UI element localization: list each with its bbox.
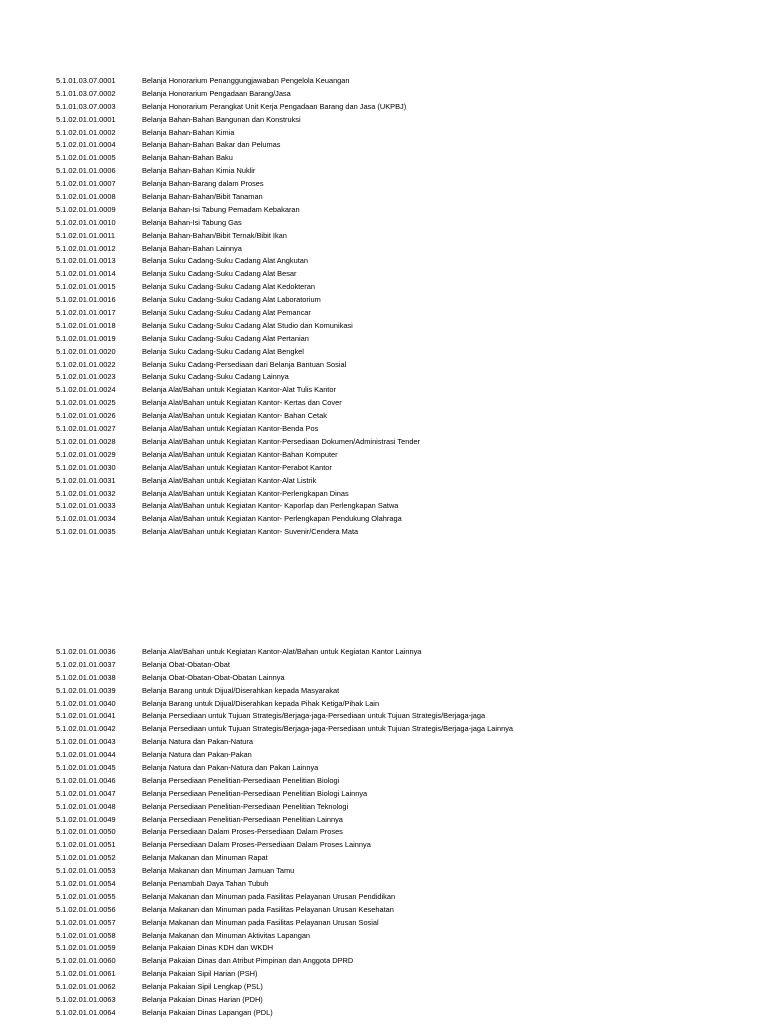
table-row bbox=[56, 101, 756, 114]
account-list-block-1 bbox=[56, 75, 756, 539]
account-code: 5.1.02.01.01.0048 bbox=[56, 801, 116, 811]
table-row bbox=[56, 139, 756, 152]
account-code: 5.1.02.01.01.0036 bbox=[56, 647, 116, 656]
account-description: Belanja Persediaan Penelitian-Persediaan Penelitian Teknologi bbox=[142, 801, 349, 811]
account-description: Belanja Alat/Bahan untuk Kegiatan Kantor-Perlengkapan Dinas bbox=[142, 488, 349, 498]
table-row bbox=[56, 942, 756, 955]
account-code: 5.1.02.01.01.0004 bbox=[56, 140, 116, 150]
account-description: Belanja Persediaan Penelitian-Persediaan Penelitian Lainnya bbox=[142, 814, 343, 824]
account-description: Belanja Alat/Bahan untuk Kegiatan Kantor-Alat Tulis Kantor bbox=[142, 385, 336, 395]
account-code: 5.1.02.01.01.0059 bbox=[56, 943, 116, 953]
account-code: 5.1.02.01.01.0049 bbox=[56, 814, 116, 824]
account-description: Belanja Bahan-Bahan Bangunan dan Konstruksi bbox=[142, 114, 301, 124]
account-code: 5.1.02.01.01.0038 bbox=[56, 672, 116, 682]
account-code: 5.1.02.01.01.0010 bbox=[56, 217, 116, 227]
account-code: 5.1.02.01.01.0020 bbox=[56, 346, 116, 356]
account-code: 5.1.02.01.01.0024 bbox=[56, 385, 116, 395]
account-code: 5.1.02.01.01.0028 bbox=[56, 436, 116, 446]
table-row bbox=[56, 410, 756, 423]
account-code: 5.1.02.01.01.0057 bbox=[56, 917, 116, 927]
account-code: 5.1.02.01.01.0034 bbox=[56, 514, 116, 524]
account-description: Belanja Suku Cadang-Suku Cadang Alat Studio dan Komunikasi bbox=[142, 320, 353, 330]
account-code: 5.1.02.01.01.0018 bbox=[56, 320, 116, 330]
account-code: 5.1.02.01.01.0011 bbox=[56, 230, 116, 240]
account-code: 5.1.02.01.01.0025 bbox=[56, 398, 116, 408]
account-description: Belanja Natura dan Pakan-Natura dan Pakan Lainnya bbox=[142, 763, 319, 773]
account-code: 5.1.02.01.01.0060 bbox=[56, 956, 116, 966]
account-code: 5.1.02.01.01.0053 bbox=[56, 866, 116, 876]
account-description: Belanja Suku Cadang-Suku Cadang Lainnya bbox=[142, 372, 289, 382]
account-code: 5.1.02.01.01.0023 bbox=[56, 372, 116, 382]
account-description: Belanja Persediaan Dalam Proses-Persediaan Dalam Proses bbox=[142, 827, 343, 837]
account-description: Belanja Suku Cadang-Suku Cadang Alat Angkutan bbox=[142, 256, 308, 266]
table-row bbox=[56, 955, 756, 968]
table-row bbox=[56, 281, 756, 294]
table-row bbox=[56, 436, 756, 449]
table-row bbox=[56, 384, 756, 397]
account-description: Belanja Makanan dan Minuman Aktivitas Lapangan bbox=[142, 930, 311, 940]
table-row bbox=[56, 475, 756, 488]
table-row bbox=[56, 698, 756, 711]
table-row bbox=[56, 968, 756, 981]
account-description: Belanja Alat/Bahan untuk Kegiatan Kantor- Perlengkapan Pendukung Olahraga bbox=[142, 514, 402, 524]
account-description: Belanja Persediaan untuk Tujuan Strategis/Berjaga-jaga-Persediaan untuk Tujuan Strategis/Berjaga-jaga bbox=[142, 711, 486, 721]
table-row bbox=[56, 346, 756, 359]
account-description: Belanja Honorarium Pengadaan Barang/Jasa bbox=[142, 88, 291, 98]
account-description: Belanja Pakaian Sipil Lengkap (PSL) bbox=[142, 982, 263, 992]
account-description: Belanja Makanan dan Minuman Jamuan Tamu bbox=[142, 866, 295, 876]
account-code: 5.1.02.01.01.0041 bbox=[56, 711, 116, 721]
account-description: Belanja Bahan-Bahan Kimia bbox=[142, 127, 235, 137]
account-description: Belanja Alat/Bahan untuk Kegiatan Kantor-Bahan Komputer bbox=[142, 449, 338, 459]
account-description: Belanja Suku Cadang-Suku Cadang Alat Bengkel bbox=[142, 346, 304, 356]
account-code: 5.1.02.01.01.0047 bbox=[56, 788, 116, 798]
account-description: Belanja Pakaian Dinas KDH dan WKDH bbox=[142, 943, 274, 953]
account-code: 5.1.02.01.01.0022 bbox=[56, 359, 116, 369]
account-code: 5.1.02.01.01.0001 bbox=[56, 114, 116, 124]
account-description: Belanja Alat/Bahan untuk Kegiatan Kantor-Benda Pos bbox=[142, 424, 319, 434]
account-description: Belanja Suku Cadang-Persediaan dari Belanja Bantuan Sosial bbox=[142, 359, 347, 369]
table-row bbox=[56, 359, 756, 372]
account-code: 5.1.02.01.01.0002 bbox=[56, 127, 116, 137]
account-description: Belanja Persediaan untuk Tujuan Strategis/Berjaga-jaga-Persediaan untuk Tujuan Strategis/Berjaga-jaga Lainnya bbox=[142, 724, 514, 734]
account-description: Belanja Pakaian Sipil Harian (PSH) bbox=[142, 969, 258, 979]
account-description: Belanja Bahan-Isi Tabung Gas bbox=[142, 217, 242, 227]
account-description: Belanja Suku Cadang-Suku Cadang Alat Pemancar bbox=[142, 308, 311, 318]
account-code: 5.1.02.01.01.0045 bbox=[56, 763, 116, 773]
account-description: Belanja Honorarium Penanggungjawaban Pengelola Keuangan bbox=[142, 76, 350, 85]
table-row bbox=[56, 88, 756, 101]
table-row bbox=[56, 371, 756, 384]
account-code: 5.1.02.01.01.0006 bbox=[56, 166, 116, 176]
account-description: Belanja Alat/Bahan untuk Kegiatan Kantor-Alat Listrik bbox=[142, 475, 317, 485]
account-code: 5.1.02.01.01.0061 bbox=[56, 969, 116, 979]
account-description: Belanja Bahan-Bahan/Bibit Tanaman bbox=[142, 192, 263, 202]
account-code: 5.1.02.01.01.0050 bbox=[56, 827, 116, 837]
table-row bbox=[56, 994, 756, 1007]
account-code: 5.1.02.01.01.0062 bbox=[56, 982, 116, 992]
account-code: 5.1.02.01.01.0058 bbox=[56, 930, 116, 940]
account-description: Belanja Suku Cadang-Suku Cadang Alat Pertanian bbox=[142, 333, 309, 343]
table-row bbox=[56, 826, 756, 839]
account-code: 5.1.02.01.01.0054 bbox=[56, 879, 116, 889]
table-row bbox=[56, 152, 756, 165]
account-code: 5.1.02.01.01.0043 bbox=[56, 737, 116, 747]
account-description: Belanja Bahan-Bahan Bakar dan Pelumas bbox=[142, 140, 281, 150]
account-description: Belanja Makanan dan Minuman pada Fasilitas Pelayanan Urusan Sosial bbox=[142, 917, 379, 927]
account-description: Belanja Bahan-Barang dalam Proses bbox=[142, 179, 264, 189]
account-code: 5.1.02.01.01.0030 bbox=[56, 462, 116, 472]
account-description: Belanja Bahan-Bahan Kimia Nuklir bbox=[142, 166, 256, 176]
account-code: 5.1.01.03.07.0001 bbox=[56, 76, 116, 85]
table-row bbox=[56, 775, 756, 788]
account-code: 5.1.02.01.01.0052 bbox=[56, 853, 116, 863]
table-row bbox=[56, 904, 756, 917]
account-description: Belanja Suku Cadang-Suku Cadang Alat Besar bbox=[142, 269, 297, 279]
account-code: 5.1.02.01.01.0017 bbox=[56, 308, 116, 318]
account-description: Belanja Bahan-Isi Tabung Pemadam Kebakaran bbox=[142, 204, 300, 214]
table-row bbox=[56, 397, 756, 410]
account-code: 5.1.01.03.07.0003 bbox=[56, 101, 116, 111]
account-code: 5.1.02.01.01.0042 bbox=[56, 724, 116, 734]
account-description: Belanja Barang untuk Dijual/Diserahkan kepada Masyarakat bbox=[142, 685, 340, 695]
account-description: Belanja Suku Cadang-Suku Cadang Alat Laboratorium bbox=[142, 295, 321, 305]
account-code: 5.1.02.01.01.0051 bbox=[56, 840, 116, 850]
account-code: 5.1.01.03.07.0002 bbox=[56, 88, 116, 98]
table-row bbox=[56, 462, 756, 475]
table-row bbox=[56, 178, 756, 191]
table-row bbox=[56, 204, 756, 217]
table-row bbox=[56, 230, 756, 243]
table-row bbox=[56, 165, 756, 178]
account-code: 5.1.02.01.01.0012 bbox=[56, 243, 116, 253]
account-code: 5.1.02.01.01.0014 bbox=[56, 269, 116, 279]
table-row bbox=[56, 75, 756, 88]
account-code: 5.1.02.01.01.0019 bbox=[56, 333, 116, 343]
account-code: 5.1.02.01.01.0026 bbox=[56, 411, 116, 421]
account-code: 5.1.02.01.01.0027 bbox=[56, 424, 116, 434]
account-code: 5.1.02.01.01.0039 bbox=[56, 685, 116, 695]
account-description: Belanja Suku Cadang-Suku Cadang Alat Kedokteran bbox=[142, 282, 315, 292]
account-list-block-2 bbox=[56, 646, 756, 1020]
table-row bbox=[56, 449, 756, 462]
account-code: 5.1.02.01.01.0040 bbox=[56, 698, 116, 708]
table-row bbox=[56, 526, 756, 539]
account-code: 5.1.02.01.01.0046 bbox=[56, 775, 116, 785]
account-code: 5.1.02.01.01.0037 bbox=[56, 659, 116, 669]
table-row bbox=[56, 710, 756, 723]
table-row bbox=[56, 333, 756, 346]
table-row bbox=[56, 243, 756, 256]
account-code: 5.1.02.01.01.0064 bbox=[56, 1007, 116, 1017]
account-description: Belanja Makanan dan Minuman pada Fasilitas Pelayanan Urusan Kesehatan bbox=[142, 904, 394, 914]
table-row bbox=[56, 930, 756, 943]
account-code: 5.1.02.01.01.0015 bbox=[56, 282, 116, 292]
table-row bbox=[56, 736, 756, 749]
account-code: 5.1.02.01.01.0008 bbox=[56, 192, 116, 202]
table-row bbox=[56, 659, 756, 672]
account-description: Belanja Pakaian Dinas dan Atribut Pimpinan dan Anggota DPRD bbox=[142, 956, 354, 966]
table-row bbox=[56, 217, 756, 230]
account-code: 5.1.02.01.01.0035 bbox=[56, 527, 116, 537]
account-description: Belanja Alat/Bahan untuk Kegiatan Kantor- Kaporlap dan Perlengkapan Satwa bbox=[142, 501, 399, 511]
table-row bbox=[56, 749, 756, 762]
table-row bbox=[56, 788, 756, 801]
account-description: Belanja Pakaian Dinas Lapangan (PDL) bbox=[142, 1007, 273, 1017]
account-code: 5.1.02.01.01.0005 bbox=[56, 153, 116, 163]
table-row bbox=[56, 762, 756, 775]
account-code: 5.1.02.01.01.0033 bbox=[56, 501, 116, 511]
table-row bbox=[56, 114, 756, 127]
table-row bbox=[56, 672, 756, 685]
account-code: 5.1.02.01.01.0009 bbox=[56, 204, 116, 214]
table-row bbox=[56, 513, 756, 526]
table-row bbox=[56, 255, 756, 268]
account-description: Belanja Bahan-Bahan Lainnya bbox=[142, 243, 242, 253]
account-description: Belanja Alat/Bahan untuk Kegiatan Kantor- Suvenir/Cendera Mata bbox=[142, 527, 359, 537]
table-row bbox=[56, 865, 756, 878]
account-description: Belanja Makanan dan Minuman Rapat bbox=[142, 853, 268, 863]
table-row bbox=[56, 320, 756, 333]
table-row bbox=[56, 500, 756, 513]
account-code: 5.1.02.01.01.0056 bbox=[56, 904, 116, 914]
account-code: 5.1.02.01.01.0016 bbox=[56, 295, 116, 305]
table-row bbox=[56, 191, 756, 204]
table-row bbox=[56, 891, 756, 904]
account-code: 5.1.02.01.01.0032 bbox=[56, 488, 116, 498]
account-description: Belanja Persediaan Dalam Proses-Persediaan Dalam Proses Lainnya bbox=[142, 840, 371, 850]
account-code: 5.1.02.01.01.0007 bbox=[56, 179, 116, 189]
account-description: Belanja Alat/Bahan untuk Kegiatan Kantor- Bahan Cetak bbox=[142, 411, 327, 421]
account-description: Belanja Obat-Obatan-Obat-Obatan Lainnya bbox=[142, 672, 285, 682]
table-row bbox=[56, 127, 756, 140]
account-description: Belanja Barang untuk Dijual/Diserahkan kepada Pihak Ketiga/Pihak Lain bbox=[142, 698, 380, 708]
account-code: 5.1.02.01.01.0044 bbox=[56, 750, 116, 760]
account-description: Belanja Natura dan Pakan-Natura bbox=[142, 737, 253, 747]
account-code: 5.1.02.01.01.0013 bbox=[56, 256, 116, 266]
table-row bbox=[56, 801, 756, 814]
account-description: Belanja Obat-Obatan-Obat bbox=[142, 659, 230, 669]
account-description: Belanja Alat/Bahan untuk Kegiatan Kantor- Kertas dan Cover bbox=[142, 398, 342, 408]
account-description: Belanja Bahan-Bahan/Bibit Ternak/Bibit Ikan bbox=[142, 230, 287, 240]
account-description: Belanja Makanan dan Minuman pada Fasilitas Pelayanan Urusan Pendidikan bbox=[142, 891, 396, 901]
account-description: Belanja Bahan-Bahan Baku bbox=[142, 153, 233, 163]
account-description: Belanja Persediaan Penelitian-Persediaan Penelitian Biologi Lainnya bbox=[142, 788, 368, 798]
table-row bbox=[56, 852, 756, 865]
table-row bbox=[56, 814, 756, 827]
account-description: Belanja Alat/Bahan untuk Kegiatan Kantor-Perabot Kantor bbox=[142, 462, 332, 472]
account-description: Belanja Natura dan Pakan-Pakan bbox=[142, 750, 252, 760]
account-code: 5.1.02.01.01.0055 bbox=[56, 891, 116, 901]
account-description: Belanja Persediaan Penelitian-Persediaan Penelitian Biologi bbox=[142, 775, 340, 785]
table-row bbox=[56, 268, 756, 281]
account-code: 5.1.02.01.01.0031 bbox=[56, 475, 116, 485]
account-code: 5.1.02.01.01.0029 bbox=[56, 449, 116, 459]
account-description: Belanja Pakaian Dinas Harian (PDH) bbox=[142, 995, 263, 1005]
table-row bbox=[56, 423, 756, 436]
table-row bbox=[56, 981, 756, 994]
account-description: Belanja Penambah Daya Tahan Tubuh bbox=[142, 879, 269, 889]
account-description: Belanja Alat/Bahan untuk Kegiatan Kantor-Persediaan Dokumen/Administrasi Tender bbox=[142, 436, 421, 446]
table-row bbox=[56, 917, 756, 930]
table-row bbox=[56, 646, 756, 659]
table-row bbox=[56, 685, 756, 698]
account-description: Belanja Alat/Bahan untuk Kegiatan Kantor-Alat/Bahan untuk Kegiatan Kantor Lainnya bbox=[142, 647, 422, 656]
table-row bbox=[56, 307, 756, 320]
table-row bbox=[56, 488, 756, 501]
account-description: Belanja Honorarium Perangkat Unit Kerja Pengadaan Barang dan Jasa (UKPBJ) bbox=[142, 101, 407, 111]
table-row bbox=[56, 1007, 756, 1020]
table-row bbox=[56, 878, 756, 891]
account-code: 5.1.02.01.01.0063 bbox=[56, 995, 116, 1005]
table-row bbox=[56, 723, 756, 736]
table-row bbox=[56, 839, 756, 852]
table-row bbox=[56, 294, 756, 307]
